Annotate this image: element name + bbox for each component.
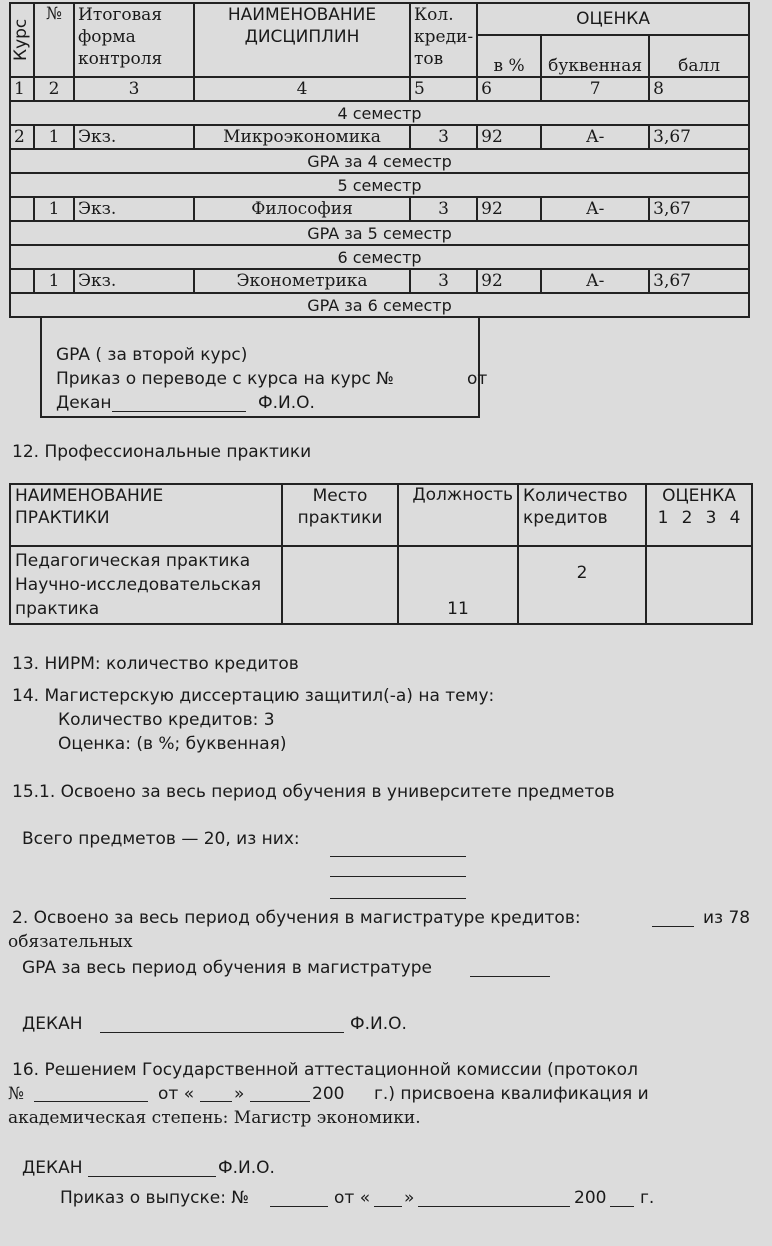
section-15-p2-line2: обязательных	[8, 932, 133, 952]
protocol-num-blank	[34, 1101, 148, 1102]
gpa-blank	[470, 976, 550, 977]
semester-gpa-row: GPA за 6 семестр	[10, 293, 749, 317]
header-practice-grade: ОЦЕНКА 1 2 3 4	[646, 484, 752, 546]
dean-signature-line	[112, 411, 246, 412]
table-row: 2 1 Экз. Микроэкономика 3 92 А- 3,67	[10, 125, 749, 149]
section-14-grade: Оценка: (в %; буквенная)	[58, 734, 287, 754]
order-day-blank	[374, 1206, 402, 1207]
section-16-num: №	[8, 1084, 25, 1104]
header-practice-name: НАИМЕНОВАНИЕ ПРАКТИКИ	[10, 484, 282, 546]
header-points: балл	[649, 35, 749, 77]
section-16-quote: »	[234, 1084, 245, 1104]
dean-label: Декан	[56, 393, 112, 413]
index-cell: 4	[194, 77, 410, 101]
course-gpa: GPA ( за второй курс)	[56, 345, 248, 365]
section-16-tail: г.) присвоена квалификация и	[374, 1084, 649, 1104]
order-year-blank	[610, 1206, 634, 1207]
grade-table	[9, 2, 750, 318]
semester-gpa-row: GPA за 4 семестр	[10, 149, 749, 173]
semester-gpa-row: GPA за 5 семестр	[10, 221, 749, 245]
index-cell: 2	[34, 77, 74, 101]
dean-signature-line-2	[100, 1032, 344, 1033]
section-15-title: 15.1. Освоено за весь период обучения в университете предметов	[12, 782, 615, 802]
blank-line	[330, 898, 466, 899]
semester-label-row: 5 семестр	[10, 173, 749, 197]
header-num: №	[34, 3, 74, 77]
dean-label-2: ДЕКАН	[22, 1014, 83, 1034]
index-cell: 7	[541, 77, 649, 101]
transfer-order-from: от	[467, 369, 488, 389]
section-16-line3: академическая степень: Магистр экономики.	[8, 1108, 421, 1128]
graduation-order: Приказ о выпуске: №	[60, 1188, 250, 1208]
dean-fio: Ф.И.О.	[258, 393, 315, 413]
graduation-order-g: г.	[640, 1188, 655, 1208]
order-num-blank	[270, 1206, 328, 1207]
graduation-order-quote: »	[404, 1188, 415, 1208]
index-row	[10, 77, 749, 101]
header-practice-credits: Количество кредитов	[518, 484, 646, 546]
header-position: Должность	[398, 484, 518, 546]
header-course: Курс	[10, 3, 34, 77]
section-16-line1: 16. Решением Государственной аттестационной комиссии (протокол	[12, 1060, 638, 1080]
section-16-from: от «	[158, 1084, 195, 1104]
dean-label-3: ДЕКАН	[22, 1158, 83, 1178]
section-15-gpa: GPA за весь период обучения в магистратуре	[22, 958, 433, 978]
dean-fio-3: Ф.И.О.	[218, 1158, 275, 1178]
table-row: Педагогическая практика Научно-исследовательская практика 11 2	[10, 546, 752, 624]
table-row: 1 Экз. Философия 3 92 А- 3,67	[10, 197, 749, 221]
header-control-form: Итоговая форма контроля	[74, 3, 194, 77]
graduation-order-year: 200	[574, 1188, 607, 1208]
table-row: 1 Экз. Эконометрика 3 92 А- 3,67	[10, 269, 749, 293]
header-discipline: НАИМЕНОВАНИЕ ДИСЦИПЛИН	[194, 3, 410, 77]
transfer-order: Приказ о переводе с курса на курс №	[56, 369, 394, 389]
header-grade: ОЦЕНКА	[477, 3, 749, 35]
index-cell: 6	[477, 77, 541, 101]
header-percent: в %	[477, 35, 541, 77]
index-cell: 5	[410, 77, 477, 101]
practice-table	[9, 483, 753, 625]
blank-line	[330, 856, 466, 857]
graduation-order-from: от «	[334, 1188, 371, 1208]
protocol-day-blank	[200, 1101, 232, 1102]
index-cell: 8	[649, 77, 749, 101]
section-12-title: 12. Профессиональные практики	[12, 442, 312, 462]
section-13: 13. НИРМ: количество кредитов	[12, 654, 299, 674]
header-credits: Кол. креди- тов	[410, 3, 477, 77]
dean-fio-2: Ф.И.О.	[350, 1014, 407, 1034]
credits-blank	[652, 926, 694, 927]
section-15-total: Всего предметов — 20, из них:	[22, 829, 300, 849]
semester-label-row: 6 семестр	[10, 245, 749, 269]
order-month-blank	[418, 1206, 570, 1207]
index-cell: 3	[74, 77, 194, 101]
section-15-p2-tail: из 78	[703, 908, 751, 928]
dean-signature-line-3	[88, 1176, 216, 1177]
index-cell: 1	[10, 77, 34, 101]
section-14-title: 14. Магистерскую диссертацию защитил(-а) на тему:	[12, 686, 495, 706]
protocol-month-blank	[250, 1101, 310, 1102]
header-letter: буквенная	[541, 35, 649, 77]
semester-label-row: 4 семестр	[10, 101, 749, 125]
section-14-credits: Количество кредитов: 3	[58, 710, 275, 730]
header-practice-place: Место практики	[282, 484, 398, 546]
blank-line	[330, 876, 466, 877]
section-15-p2: 2. Освоено за весь период обучения в магистратуре кредитов:	[12, 908, 581, 928]
section-16-year: 200	[312, 1084, 345, 1104]
